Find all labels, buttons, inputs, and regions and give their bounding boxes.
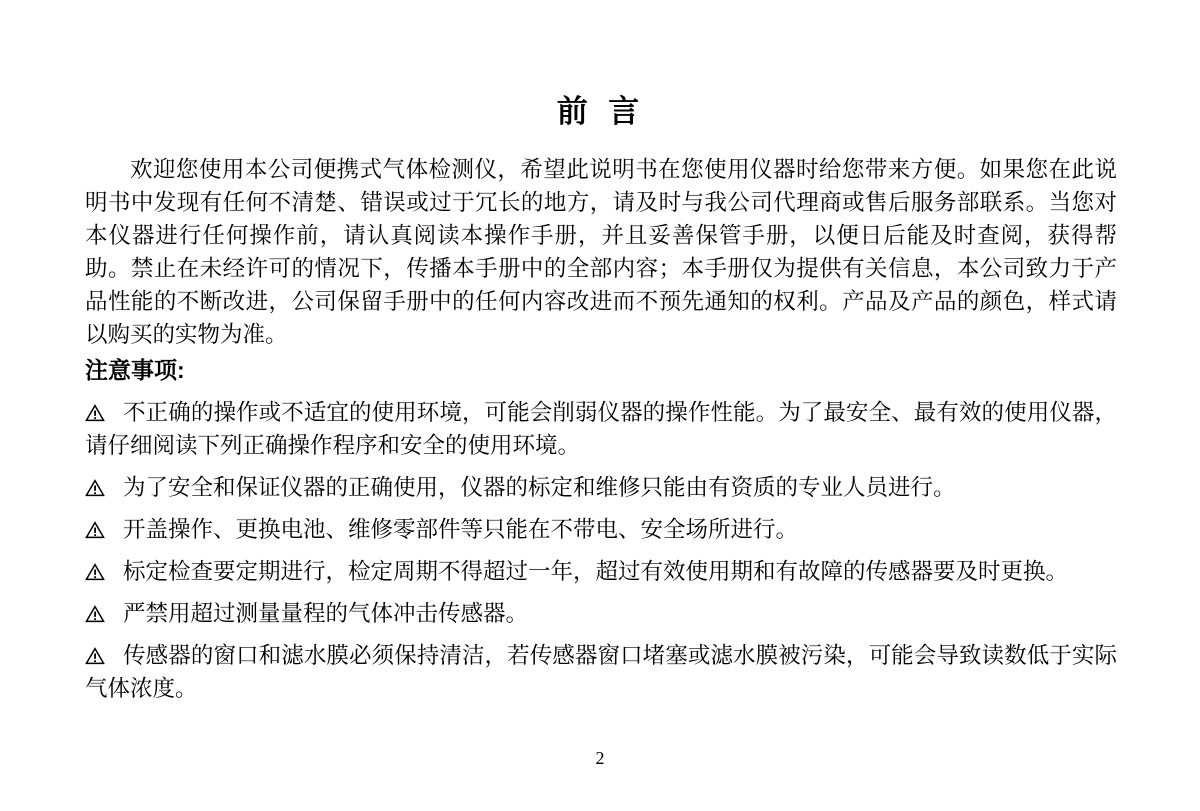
- page-title: 前 言: [556, 94, 646, 129]
- note-text: 传感器的窗口和滤水膜必须保持清洁，若传感器窗口堵塞或滤水膜被污染，可能会导致读数低于实际气体浓度。: [85, 643, 1117, 701]
- page-content: [85, 0, 1117, 705]
- note-text: 标定检查要定期进行，检定周期不得超过一年，超过有效使用期和有故障的传感器要及时更换。: [123, 559, 1069, 584]
- warning-triangle-icon: [85, 605, 105, 623]
- note-item: [85, 471, 1117, 504]
- intro-paragraph: 欢迎您使用本公司便携式气体检测仪，希望此说明书在您使用仪器时给您带来方便。如果您在此说明书中发现有任何不清楚、错误或过于冗长的地方，请及时与我公司代理商或售后服务部联系。当您对本仪器进行任何操作前，请认真阅读本操作手册，并且妥善保管手册，以便日后能及时查阅，获得帮助。禁止在未经许可的情况下，传播本手册中的全部内容；本手册仅为提供有关信息，本公司致力于产品性能的不断改进，公司保留手册中的任何内容改进而不预先通知的权利。产品及产品的颜色，样式请以购买的实物为准。: [85, 157, 1117, 347]
- note-item: [85, 639, 1117, 705]
- note-text: 不正确的操作或不适宜的使用环境，可能会削弱仪器的操作性能。为了最安全、最有效的使用仪器，请仔细阅读下列正确操作程序和安全的使用环境。: [85, 400, 1117, 458]
- note-item: [85, 597, 1117, 630]
- warning-triangle-icon: [85, 521, 105, 539]
- note-text: 开盖操作、更换电池、维修零部件等只能在不带电、安全场所进行。: [123, 517, 799, 542]
- notes-heading: 注意事项:: [85, 357, 185, 383]
- note-text: 严禁用超过测量量程的气体冲击传感器。: [123, 601, 529, 626]
- note-item: [85, 396, 1117, 462]
- note-text: 为了安全和保证仪器的正确使用，仪器的标定和维修只能由有资质的专业人员进行。: [123, 475, 956, 500]
- page-number: 2: [595, 748, 605, 768]
- warning-triangle-icon: [85, 647, 105, 665]
- note-item: [85, 555, 1117, 588]
- warning-triangle-icon: [85, 563, 105, 581]
- warning-triangle-icon: [85, 479, 105, 497]
- note-item: [85, 513, 1117, 546]
- warning-triangle-icon: [85, 404, 105, 422]
